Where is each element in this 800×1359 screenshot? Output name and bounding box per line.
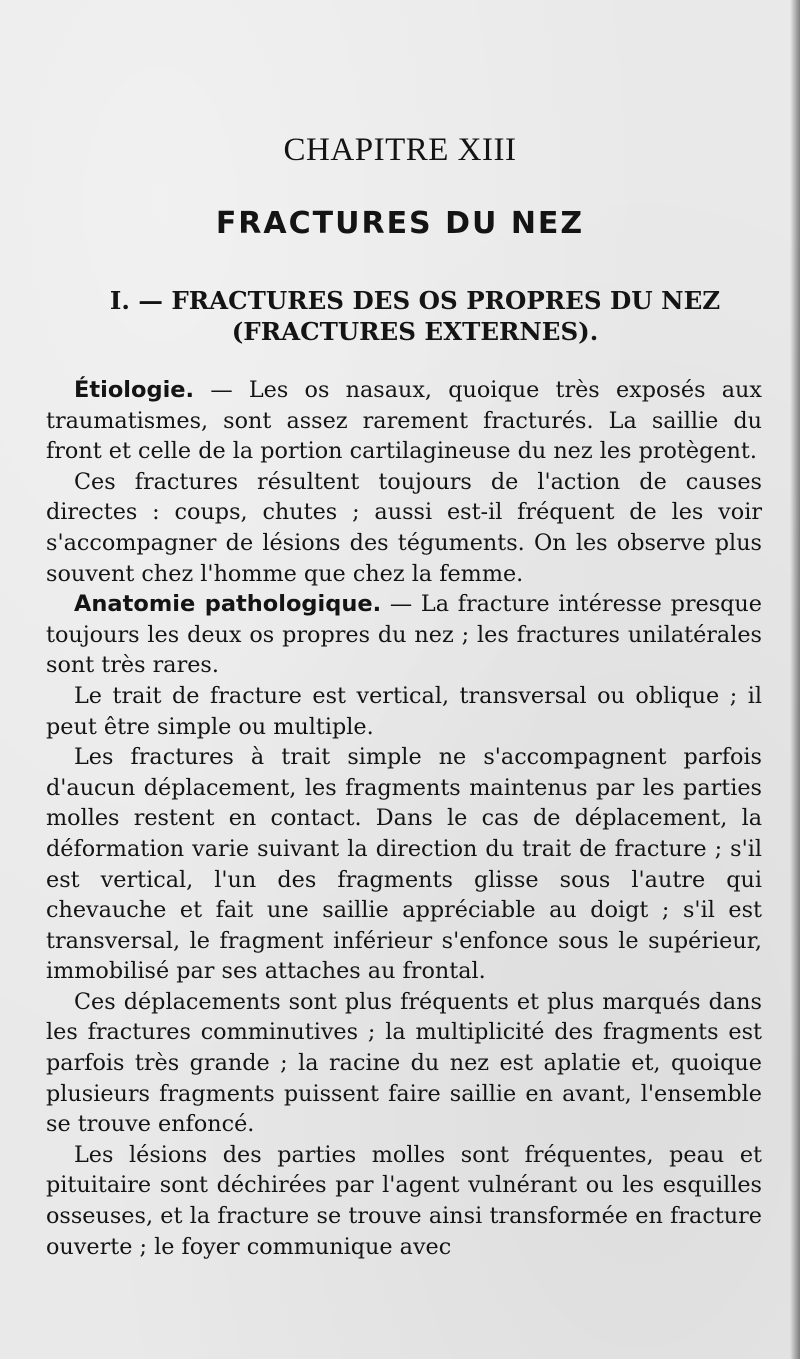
paragraph-deplacements: Ces déplacements sont plus fréquents et plus marqués dans les fractures comminutives ; la multiplicité des fragments est parfois très grande ; la racine du nez est aplatie et, quoique plusieurs fragments puissent faire saillie en avant, l'ensemble se trouve enfoncé. (46, 988, 762, 1138)
page-edge-shadow (790, 0, 800, 1359)
body-text (46, 375, 762, 1262)
section-heading-line-2: (FRACTURES EXTERNES). (231, 317, 599, 346)
anatomie-heading: Anatomie pathologique. (74, 591, 382, 618)
chapter-number: CHAPITRE XIII (283, 132, 517, 168)
etiologie-text: — Les os nasaux, quoique très exposés aux traumatismes, sont assez rarement fracturés. La saillie du front et celle de la portion cartilagineuse du nez les protègent. (46, 377, 762, 465)
section-heading-line-1: I. — FRACTURES DES OS PROPRES DU NEZ (109, 286, 721, 315)
paragraph-simple: Les fractures à trait simple ne s'accompagnent parfois d'aucun déplacement, les fragments maintenus par les parties molles restent en contact. Dans le cas de déplacement, la déformation varie suivant la direction du trait de fracture ; s'il est vertical, l'un des fragments glisse sous l'autre qui chevauche et fait une saillie appréciable au doigt ; s'il est transversal, le fragment inférieur s'enfonce sous le supérieur, immobilisé par ses attaches au frontal. (46, 744, 762, 985)
section-heading (62, 285, 768, 347)
paragraph-lesions: Les lésions des parties molles sont fréquentes, peau et pituitaire sont déchirées par l'agent vulnérant ou les esquilles osseuses, et la fracture se trouve ainsi transformée en fracture ouverte ; le foyer communique avec (46, 1141, 762, 1260)
chapter-title: FRACTURES DU NEZ (215, 206, 585, 241)
anatomie-text: — La fracture intéresse presque toujours les deux os propres du nez ; les fractures unilatérales sont très rares. (46, 591, 762, 679)
paragraph-trait: Le trait de fracture est vertical, transversal ou oblique ; il peut être simple ou multiple. (46, 682, 762, 740)
etiologie-heading: Étiologie. (74, 377, 195, 403)
paragraph-etiologie (46, 375, 762, 467)
paragraph-anatomie (46, 589, 762, 681)
paragraph-causes: Ces fractures résultent toujours de l'action de causes directes : coups, chutes ; aussi est-il fréquent de les voir s'accompagner de lésions des téguments. On les observe plus souvent chez l'homme que chez la femme. (46, 468, 762, 587)
